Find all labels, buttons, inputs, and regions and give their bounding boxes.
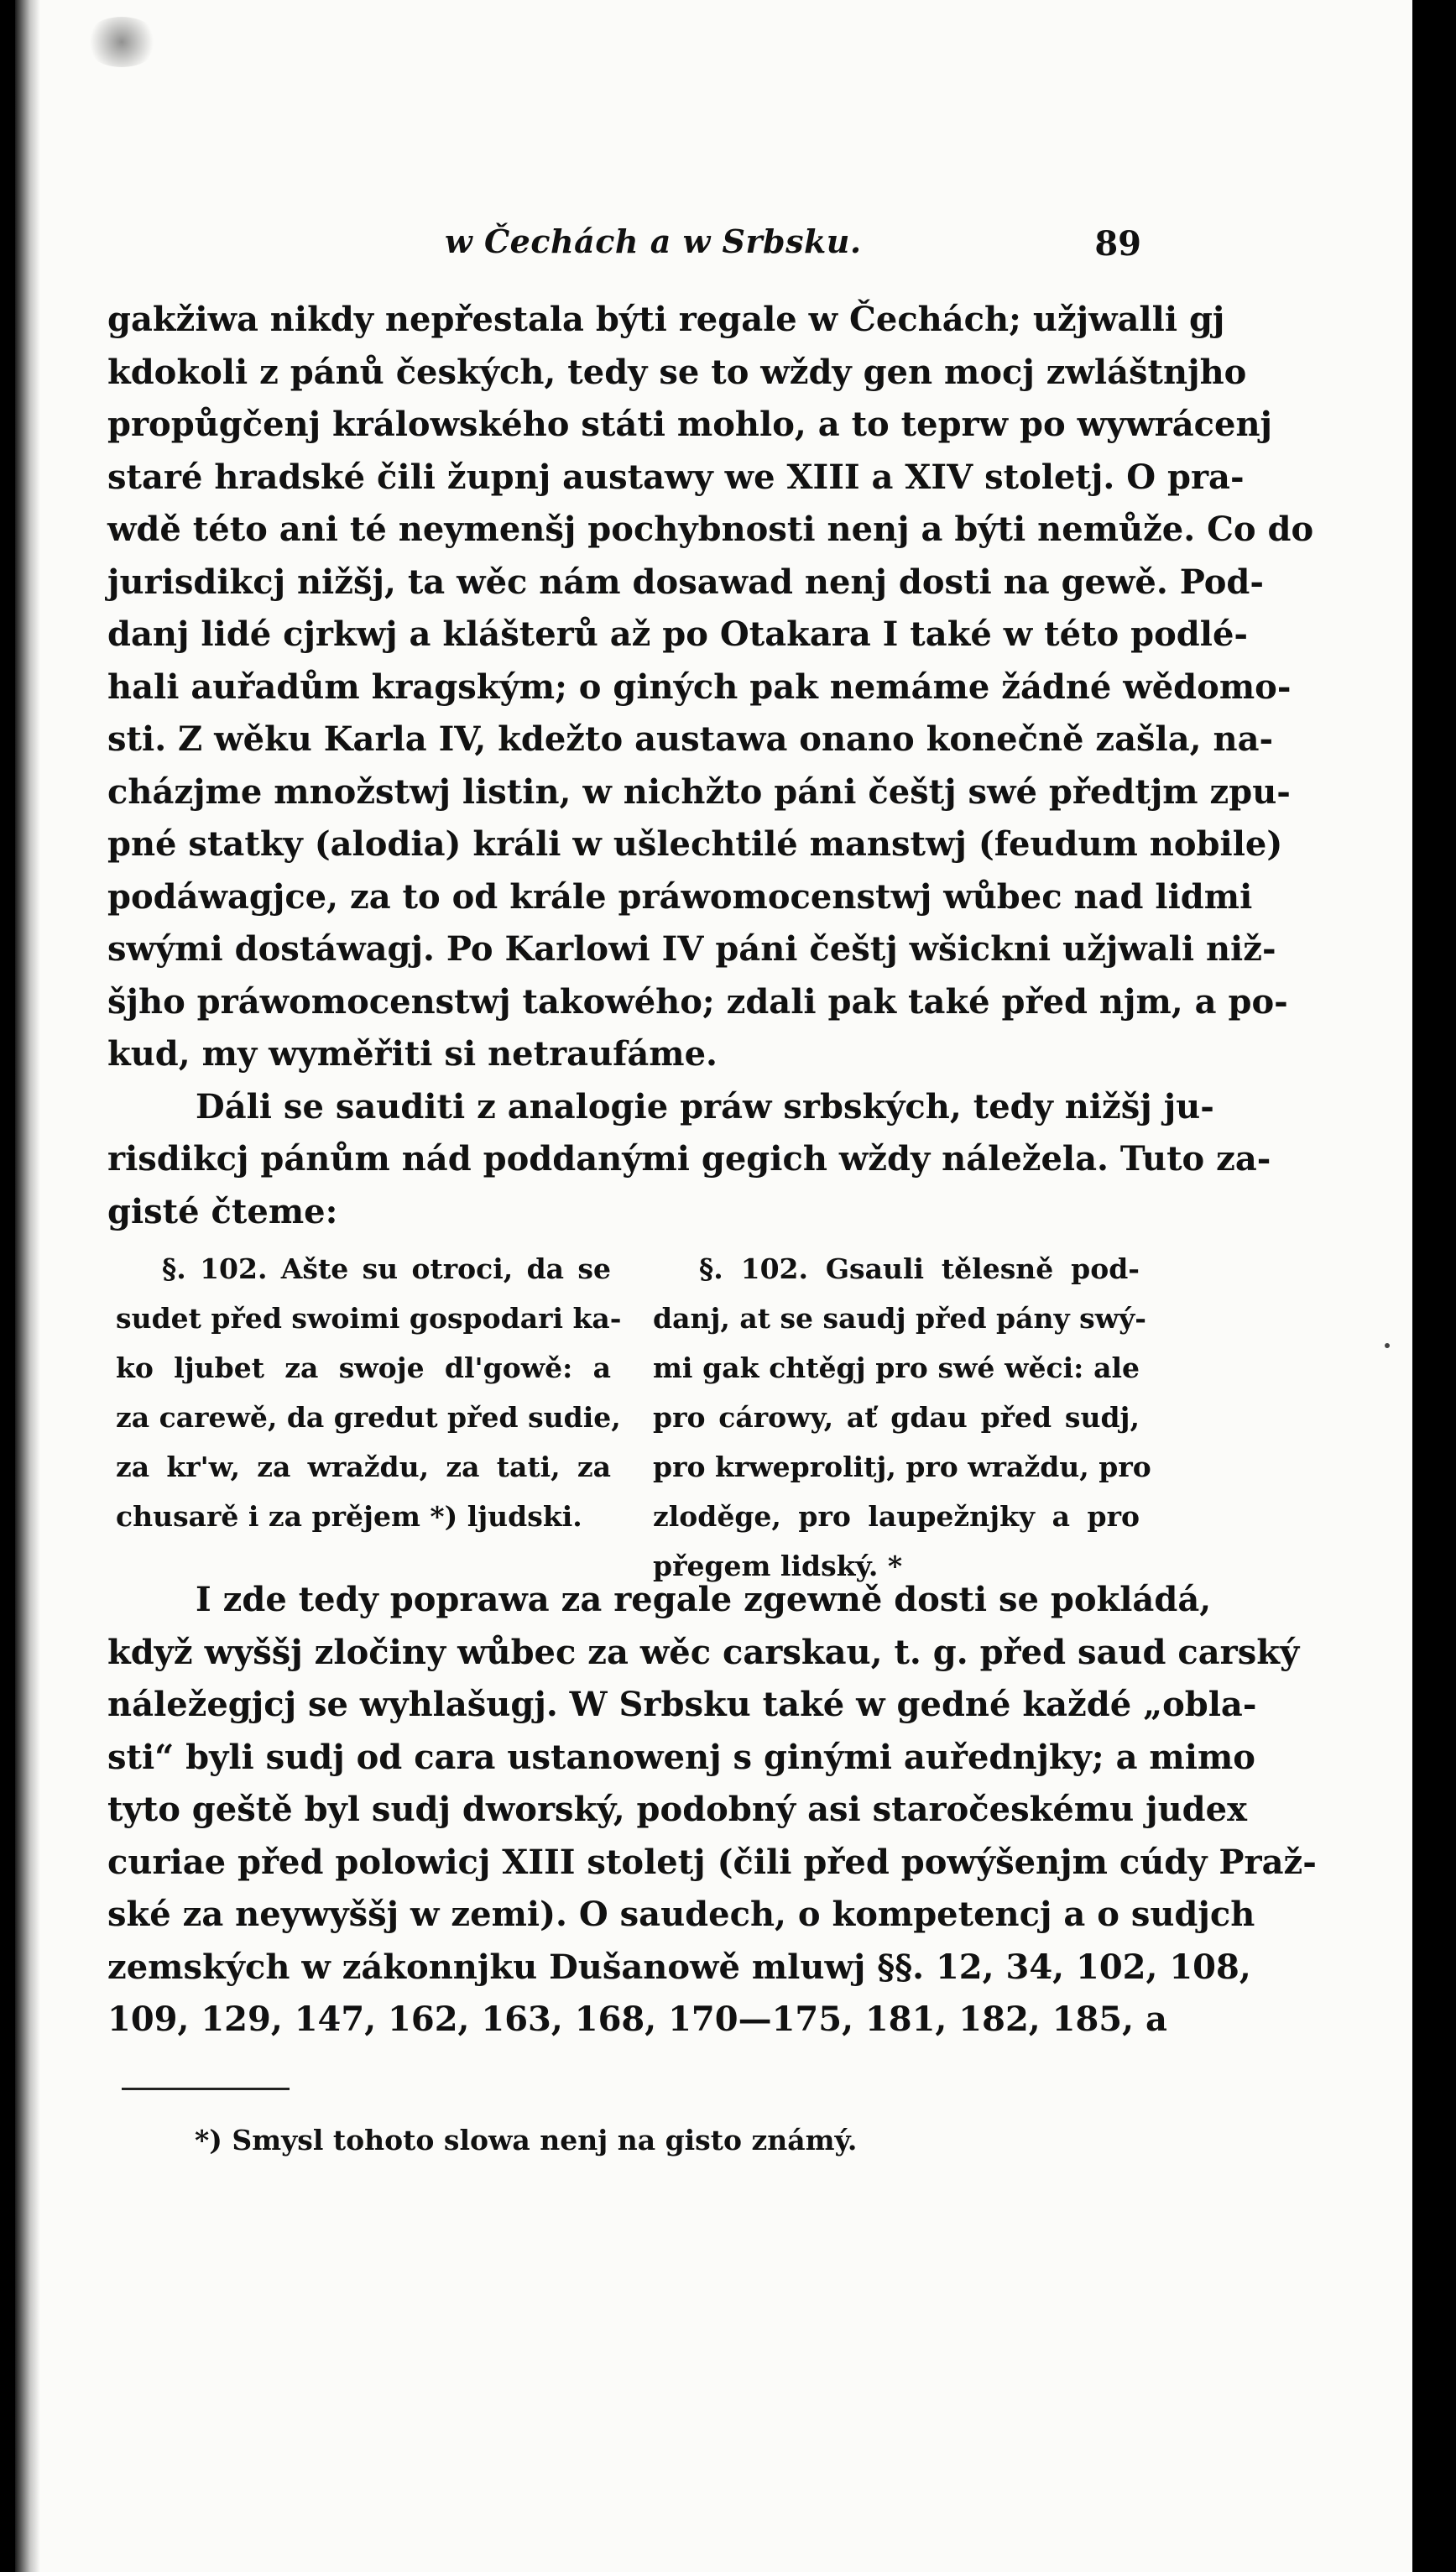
- text-line: gisté čteme:: [107, 1191, 338, 1231]
- text-line: staré hradské čili župnj austawy we XIII a XIV stoletj. O pra-: [107, 457, 1245, 497]
- text-line: kud, my wyměřiti si netraufáme.: [107, 1034, 718, 1074]
- text-line: pné statky (alodia) králi w ušlechtilé manstwj (feudum nobile): [107, 824, 1283, 864]
- text-line: podáwagjce, za to od krále práwomocenstwj wůbec nad lidmi: [107, 876, 1253, 917]
- text-line: zemských w zákonnjku Dušanowě mluwj §§. 12, 34, 102, 108,: [107, 1947, 1251, 1987]
- footnote-divider: [122, 2088, 290, 2090]
- parallel-text: [107, 1244, 1151, 1582]
- column-line: §. 102. Ašte su otroci, da se: [162, 1252, 611, 1285]
- column-line: pro cárowy, ať gdau před sudj,: [653, 1401, 1140, 1434]
- column-line: sudet před swoimi gospodari ka-: [116, 1302, 622, 1335]
- main-text: [107, 294, 1314, 1238]
- czech-translation-column: [653, 1244, 1151, 1591]
- text-line: swými dostáwagj. Po Karlowi IV páni češtj wšickni užjwali niž-: [107, 929, 1276, 969]
- serbian-original-column: [116, 1244, 622, 1541]
- page-number: 89: [1094, 224, 1141, 264]
- column-line: danj, at se saudj před pány swý-: [653, 1302, 1146, 1335]
- margin-speck: [1385, 1343, 1390, 1348]
- text-line: wdě této ani té neymenšj pochybnosti nenj a býti nemůže. Co do: [107, 510, 1314, 549]
- column-line: ko ljubet za swoje dl'gowě: a: [116, 1351, 611, 1384]
- text-line: propůgčenj králowského státi mohlo, a to teprw po wywrácenj: [107, 405, 1273, 444]
- main-text-continued: [107, 1574, 1317, 2047]
- column-line: přegem lidský. *: [653, 1550, 903, 1582]
- text-line: 109, 129, 147, 162, 163, 168, 170—175, 181, 182, 185, a: [107, 2000, 1167, 2039]
- text-line: ské za neywyššj w zemi). O saudech, o kompetencj a o sudjch: [107, 1895, 1255, 1934]
- text-line: Dáli se sauditi z analogie práw srbských, tedy nižšj ju-: [196, 1086, 1214, 1127]
- running-header: [445, 222, 1141, 273]
- column-line: mi gak chtěgj pro swé wěci: ale: [653, 1351, 1140, 1384]
- text-line: sti“ byli sudj od cara ustanowenj s ginými auřednjky; a mimo: [107, 1737, 1255, 1777]
- ink-smudge: [84, 17, 159, 67]
- column-line: za kr'w, za wraždu, za tati, za: [116, 1451, 611, 1483]
- column-line: §. 102. Gsauli tělesně pod-: [699, 1252, 1140, 1285]
- scan-border: [1412, 0, 1456, 2572]
- text-line: I zde tedy poprawa za regale zgewně dosti se pokládá,: [196, 1580, 1212, 1619]
- text-line: jurisdikcj nižšj, ta wěc nám dosawad nenj dosti na gewě. Pod-: [107, 562, 1264, 602]
- text-line: cházjme množstwj listin, w nichžto páni češtj swé předtjm zpu-: [107, 771, 1291, 812]
- text-line: když wyššj zločiny wůbec za wěc carskau, t. g. před saud carský: [107, 1632, 1300, 1672]
- text-line: tyto geště byl sudj dworský, podobný asi staročeskému judex: [107, 1790, 1247, 1829]
- header-title: w Čechách a w Srbsku.: [445, 222, 862, 260]
- column-line: za carewě, da gredut před sudie,: [116, 1401, 621, 1434]
- footnote: *) Smysl tohoto slowa nenj na gisto známý.: [195, 2124, 858, 2156]
- column-line: pro krweprolitj, pro wraždu, pro: [653, 1451, 1151, 1483]
- column-line: zloděge, pro laupežnjky a pro: [653, 1500, 1140, 1533]
- text-line: curiae před polowicj XIII stoletj (čili před powýšenjm cúdy Praž-: [107, 1842, 1317, 1882]
- text-line: hali auřadům kragským; o giných pak nemáme žádné wědomo-: [107, 667, 1292, 707]
- text-line: gakžiwa nikdy nepřestala býti regale w Čechách; užjwalli gj: [107, 300, 1225, 339]
- text-line: danj lidé cjrkwj a klášterů až po Otakara I také w této podlé-: [107, 614, 1249, 654]
- binding-shadow: [15, 0, 40, 2572]
- text-line: šjho práwomocenstwj takowého; zdali pak také před njm, a po-: [107, 981, 1288, 1022]
- text-line: risdikcj pánům nád poddanými gegich wždy náležela. Tuto za-: [107, 1139, 1271, 1179]
- text-line: náležegjcj se wyhlašugj. W Srbsku také w gedné každé „obla-: [107, 1685, 1257, 1724]
- column-line: chusarě i za prějem *) ljudski.: [116, 1500, 582, 1533]
- text-line: sti. Z wěku Karla IV, kdežto austawa onano konečně zašla, na-: [107, 719, 1274, 759]
- text-line: kdokoli z pánů českých, tedy se to wždy gen mocj zwláštnjho: [107, 352, 1247, 392]
